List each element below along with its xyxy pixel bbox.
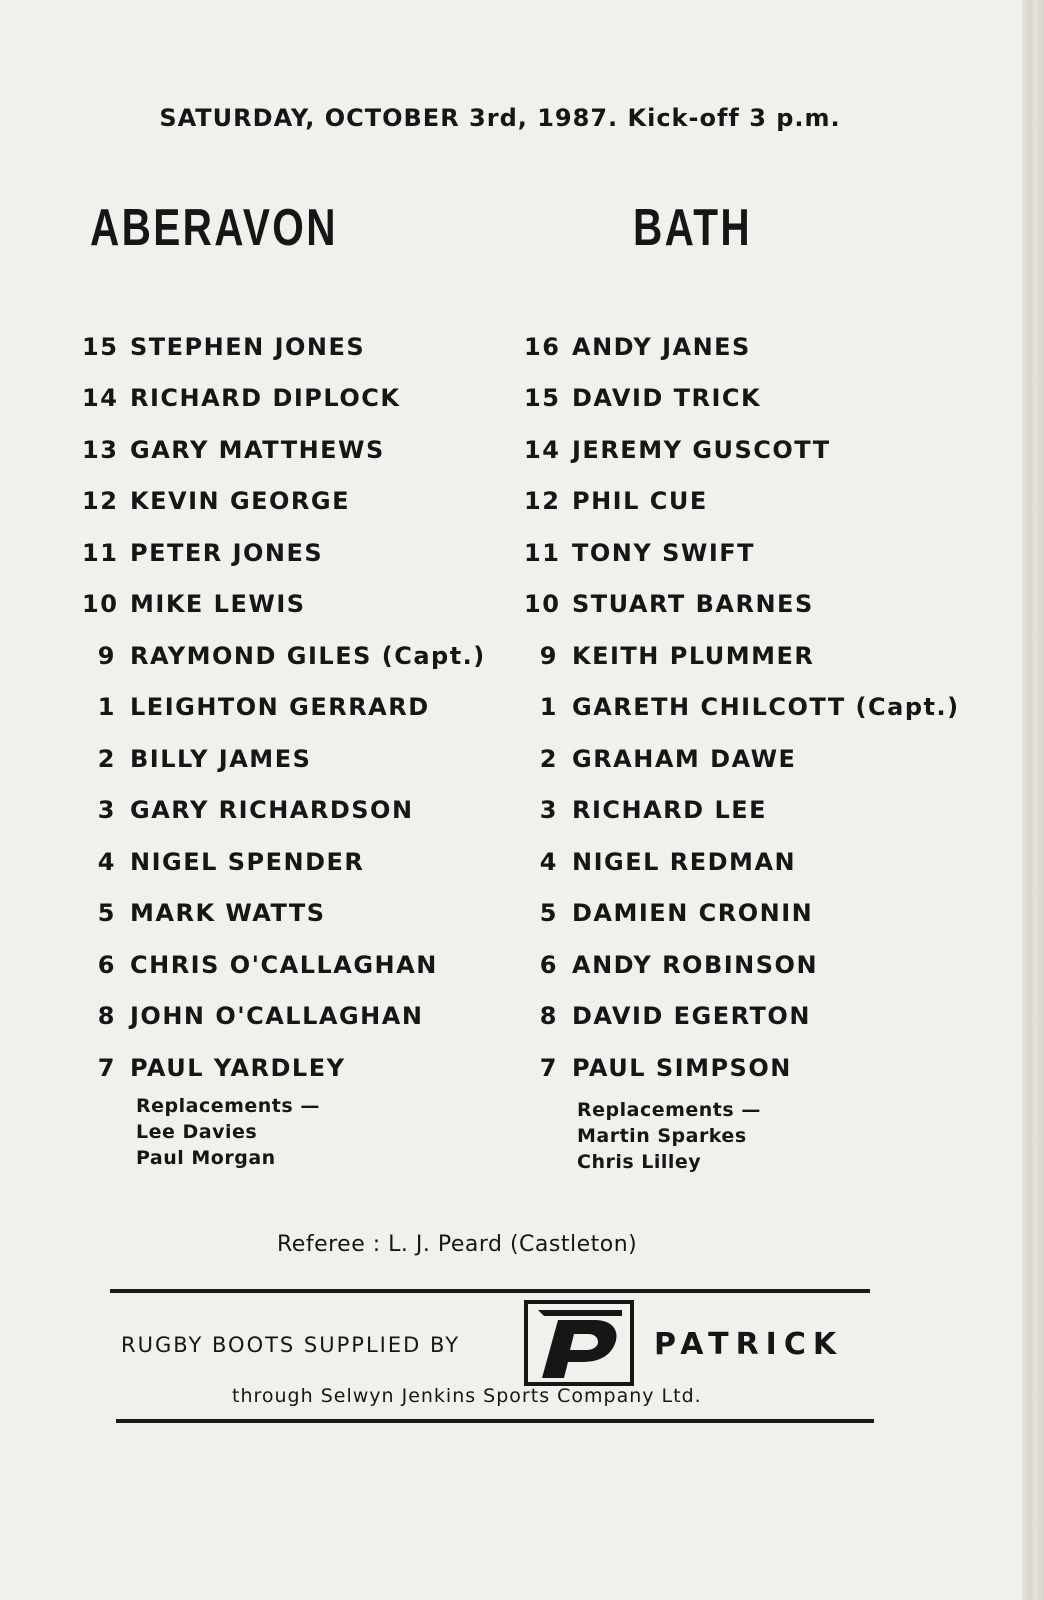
player-name: JEREMY GUSCOTT	[572, 435, 831, 464]
player-name: RICHARD DIPLOCK	[130, 384, 401, 413]
player-name: GARETH CHILCOTT (Capt.)	[572, 693, 960, 722]
replacement-player: Chris Lilley	[577, 1151, 702, 1173]
player-number: 14	[82, 384, 119, 413]
home-player-row	[82, 321, 512, 373]
player-number: 8	[539, 1002, 558, 1031]
player-name: NIGEL SPENDER	[130, 847, 365, 876]
home-team-name: ABERAVON	[90, 199, 338, 257]
player-number: 3	[539, 796, 558, 825]
player-number: 2	[539, 744, 558, 773]
player-number: 6	[539, 950, 558, 979]
home-player-row	[82, 682, 512, 734]
page-edge	[1022, 0, 1044, 1600]
away-team-lineup	[524, 321, 994, 1094]
player-number: 12	[524, 487, 561, 516]
sponsor-divider-top	[110, 1289, 870, 1293]
away-player-row	[524, 424, 994, 476]
player-name: DAVID EGERTON	[572, 1002, 811, 1031]
home-player-row	[82, 579, 512, 631]
player-name: GARY RICHARDSON	[130, 796, 414, 825]
replacement-player: Paul Morgan	[136, 1147, 276, 1169]
player-number: 11	[524, 538, 561, 567]
away-player-row	[524, 991, 994, 1043]
replacements-heading: Replacements —	[577, 1099, 761, 1121]
replacement-player: Martin Sparkes	[577, 1125, 747, 1147]
away-player-row	[524, 733, 994, 785]
replacement-player: Lee Davies	[136, 1121, 258, 1143]
away-replacements	[577, 1097, 761, 1175]
away-player-row	[524, 1042, 994, 1094]
player-name: KEVIN GEORGE	[130, 487, 351, 516]
player-number: 13	[82, 435, 119, 464]
player-number: 8	[97, 1002, 116, 1031]
player-number: 15	[524, 384, 561, 413]
home-replacements	[136, 1093, 320, 1171]
home-player-row	[82, 991, 512, 1043]
player-number: 10	[524, 590, 561, 619]
player-number: 16	[524, 332, 561, 361]
away-player-row	[524, 939, 994, 991]
player-name: DAVID TRICK	[572, 384, 762, 413]
player-name: STUART BARNES	[572, 590, 814, 619]
away-player-row	[524, 527, 994, 579]
player-number: 14	[524, 435, 561, 464]
away-player-row	[524, 579, 994, 631]
home-player-row	[82, 733, 512, 785]
player-name: KEITH PLUMMER	[572, 641, 815, 670]
player-number: 4	[539, 847, 558, 876]
player-number: 4	[97, 847, 116, 876]
player-number: 1	[97, 693, 116, 722]
player-number: 15	[82, 332, 119, 361]
sponsor-through-line: through Selwyn Jenkins Sports Company Ltd.	[232, 1385, 702, 1407]
home-player-row	[82, 939, 512, 991]
player-name: RICHARD LEE	[572, 796, 768, 825]
away-player-row	[524, 785, 994, 837]
player-name: RAYMOND GILES (Capt.)	[130, 641, 486, 670]
away-player-row	[524, 630, 994, 682]
home-player-row	[82, 1042, 512, 1094]
home-player-row	[82, 888, 512, 940]
away-player-row	[524, 476, 994, 528]
player-name: PAUL YARDLEY	[130, 1053, 346, 1082]
sponsor-brand-name: PATRICK	[654, 1327, 844, 1362]
player-name: ANDY ROBINSON	[572, 950, 819, 979]
home-team-lineup	[82, 321, 512, 1094]
player-number: 7	[97, 1053, 116, 1082]
player-name: BILLY JAMES	[130, 744, 312, 773]
home-player-row	[82, 373, 512, 425]
player-name: GRAHAM DAWE	[572, 744, 797, 773]
player-number: 5	[97, 899, 116, 928]
home-player-row	[82, 630, 512, 682]
player-name: PAUL SIMPSON	[572, 1053, 792, 1082]
player-name: MIKE LEWIS	[130, 590, 306, 619]
player-name: LEIGHTON GERRARD	[130, 693, 430, 722]
player-number: 2	[97, 744, 116, 773]
home-player-row	[82, 476, 512, 528]
player-name: NIGEL REDMAN	[572, 847, 797, 876]
match-date-kickoff: SATURDAY, OCTOBER 3rd, 1987. Kick-off 3 p.m.	[159, 104, 841, 132]
player-name: STEPHEN JONES	[130, 332, 366, 361]
player-number: 12	[82, 487, 119, 516]
player-number: 3	[97, 796, 116, 825]
player-number: 9	[97, 641, 116, 670]
home-player-row	[82, 424, 512, 476]
player-number: 6	[97, 950, 116, 979]
away-player-row	[524, 888, 994, 940]
away-player-row	[524, 321, 994, 373]
player-name: PHIL CUE	[572, 487, 708, 516]
player-number: 7	[539, 1053, 558, 1082]
player-name: DAMIEN CRONIN	[572, 899, 814, 928]
home-player-row	[82, 527, 512, 579]
player-number: 1	[539, 693, 558, 722]
player-number: 10	[82, 590, 119, 619]
sponsor-supplied-by: RUGBY BOOTS SUPPLIED BY	[121, 1333, 461, 1357]
player-name: PETER JONES	[130, 538, 324, 567]
away-player-row	[524, 836, 994, 888]
home-player-row	[82, 836, 512, 888]
referee-line: Referee : L. J. Peard (Castleton)	[277, 1232, 638, 1257]
player-number: 5	[539, 899, 558, 928]
sponsor-divider-bottom	[116, 1419, 874, 1423]
home-player-row	[82, 785, 512, 837]
player-name: GARY MATTHEWS	[130, 435, 385, 464]
player-name: MARK WATTS	[130, 899, 326, 928]
player-name: TONY SWIFT	[572, 538, 756, 567]
player-number: 11	[82, 538, 119, 567]
away-player-row	[524, 373, 994, 425]
away-team-name: BATH	[633, 199, 752, 257]
patrick-p-logo-icon	[524, 1300, 634, 1386]
player-number: 9	[539, 641, 558, 670]
player-name: CHRIS O'CALLAGHAN	[130, 950, 438, 979]
player-name: JOHN O'CALLAGHAN	[130, 1002, 424, 1031]
player-name: ANDY JANES	[572, 332, 751, 361]
replacements-heading: Replacements —	[136, 1095, 320, 1117]
away-player-row	[524, 682, 994, 734]
